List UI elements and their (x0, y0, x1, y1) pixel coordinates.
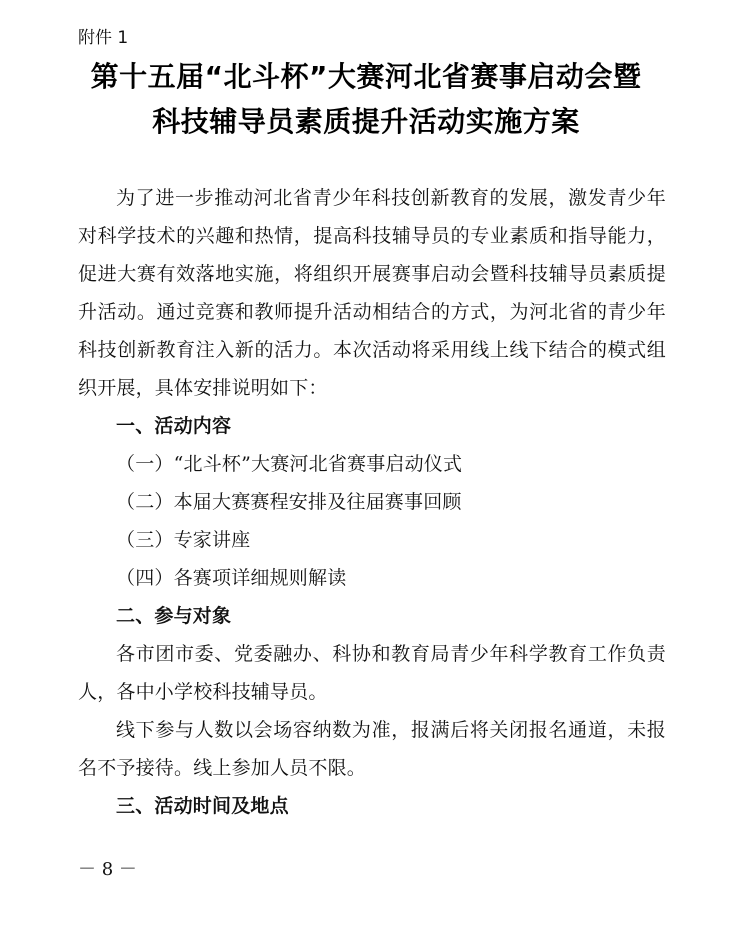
page-number: － 8 － (78, 859, 137, 880)
list-item: （三）专家讲座 (116, 529, 251, 551)
section-heading-time-location: 三、活动时间及地点 (116, 795, 289, 817)
attendance-paragraph: 线下参与人数以会场容纳数为准，报满后将关闭报名通道，未报名不予接待。线上参加人员不限。 (78, 719, 666, 779)
document-body (78, 179, 666, 825)
document-title-line-1: 第十五届“北斗杯”大赛河北省赛事启动会暨 (90, 60, 642, 93)
list-item: （一）“北斗杯”大赛河北省赛事启动仪式 (116, 453, 463, 475)
participants-paragraph: 各市团市委、党委融办、科协和教育局青少年科学教育工作负责人，各中小学校科技辅导员。 (78, 643, 666, 703)
intro-paragraph: 为了进一步推动河北省青少年科技创新教育的发展，激发青少年对科学技术的兴趣和热情，提高科技辅导员的专业素质和指导能力，促进大赛有效落地实施，将组织开展赛事启动会暨科技辅导员素质提升活动。通过竞赛和教师提升活动相结合的方式，为河北省的青少年科技创新教育注入新的活力。本次活动将采用线上线下结合的模式组织开展，具体安排说明如下： (78, 187, 666, 399)
attachment-label: 附件 1 (78, 28, 129, 48)
section-heading-activity-content: 一、活动内容 (116, 415, 232, 437)
list-item: （四）各赛项详细规则解读 (116, 567, 347, 589)
document-title-line-2: 科技辅导员素质提升活动实施方案 (152, 105, 580, 138)
list-item: （二）本届大赛赛程安排及往届赛事回顾 (116, 491, 462, 513)
section-heading-participants: 二、参与对象 (116, 605, 232, 627)
